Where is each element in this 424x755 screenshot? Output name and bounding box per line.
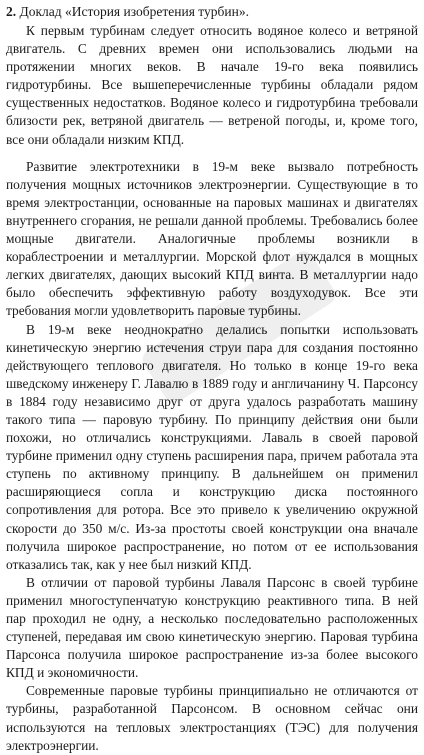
section-title: Доклад «История изобретения турбин». bbox=[19, 4, 249, 19]
paragraph-early-turbines: К первым турбинам следует относить водяное колесо и ветряной двигатель. С древних времен они использовались людьми на протяжении многих веков. В начале 19-го века появились гидротурбины. Все вышеперечисленные турбины обладали рядом существенных недостатков. Водяное колесо и гидротурбина требовали близости рек, ветряной двигатель — ветреной погоды, и, кроме того, все они обладали низким КПД. bbox=[6, 23, 418, 147]
section-number: 2. bbox=[6, 4, 17, 19]
paragraph-modern-turbines: Современные паровые турбины принципиально не отличаются от турбины, разработанной Парсонсом. В основном сейчас они используются на тепловых электростанциях (ТЭС) для получения электроэнергии. bbox=[6, 683, 418, 753]
paragraph-electrotechnics: Развитие электротехники в 19-м веке вызвало потребность получения мощных источников электроэнергии. Существующие в то время электростанции, основанные на паровых машинах и двигателях внутреннего сгорания, не решали данной проблемы. Требовались более мощные двигатели. Аналогичные проблемы возникли в кораблестроении и металлургии. Морской флот нуждался в мощных легких двигателях, дающих высокий КПД винта. В металлургии надо было обеспечить эффективную работу воздуходувок. Все эти требования могли удовлетворить паровые турбины. bbox=[6, 158, 418, 319]
paragraph-laval-parsons: В 19-м веке неоднократно делались попытки использовать кинетическую энергию истечения струи пара для создания постоянно действующего теплового двигателя. Но только в конце 19-го века шведскому инженеру Г. Лавалю в 1889 году и англичанину Ч. Парсонсу в 1884 году независимо друг от друга удалось разработать машину такого типа — паровую турбину. По принципу действия они были похожи, но отличались конструкциями. Лаваль в своей паровой турбине применил одну ступень расширения пара, причем работала эта ступень по активному принципу. В дальнейшем он применил расширяющиеся сопла и конструкцию диска постоянного сопротивления для ротора. Все это привело к увеличению окружной скорости до 350 м/с. Из-за простоты своей конструкции она вначале получила широкое распространение, но потом от ее использования отказались так, как у нее был низкий КПД. bbox=[6, 321, 418, 572]
paragraph-parsons-design: В отличии от паровой турбины Лаваля Парсонс в своей турбине применил многоступенчатую конструкцию реактивного типа. В ней пар проходил не одну, а несколько последовательно расположенных ступеней, передавая им свою кинетическую энергию. Паровая турбина Парсонса получила широкое распространение из-за более высокого КПД и экономичности. bbox=[6, 574, 418, 681]
section-heading bbox=[6, 2, 420, 21]
document-page bbox=[4, 2, 420, 753]
